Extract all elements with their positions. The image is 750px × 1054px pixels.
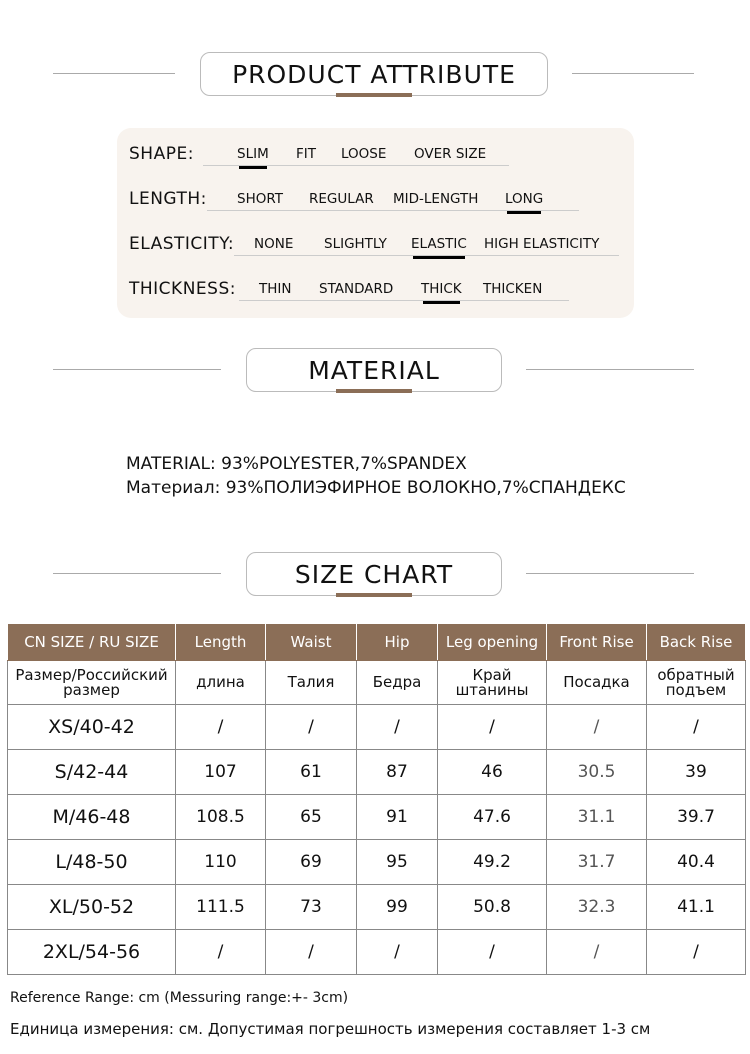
table-cell: / xyxy=(438,930,547,975)
attribute-option: REGULAR xyxy=(309,191,374,207)
section-header-attribute xyxy=(0,52,750,102)
table-cell: 65 xyxy=(266,795,357,840)
attribute-option: OVER SIZE xyxy=(414,146,487,162)
table-cell: / xyxy=(647,705,746,750)
table-cell: 110 xyxy=(176,840,266,885)
table-cell: 46 xyxy=(438,750,547,795)
table-cell: / xyxy=(266,705,357,750)
table-cell: 87 xyxy=(357,750,438,795)
table-cell: / xyxy=(176,705,266,750)
attribute-option: HIGH ELASTICITY xyxy=(484,236,600,252)
table-cell: S/42-44 xyxy=(8,750,176,795)
column-header-ru: Посадка xyxy=(547,661,647,705)
table-cell: 30.5 xyxy=(547,750,647,795)
table-row xyxy=(8,795,746,840)
footer-ru: Единица измерения: см. Допустимая погрешность измерения составляет 1-3 см xyxy=(10,1020,651,1038)
column-header: Hip xyxy=(357,624,438,661)
column-header: Leg opening xyxy=(438,624,547,661)
attribute-row xyxy=(129,228,629,258)
attribute-option: MID-LENGTH xyxy=(393,191,479,207)
table-cell: 39.7 xyxy=(647,795,746,840)
column-header: CN SIZE / RU SIZE xyxy=(8,624,176,661)
attribute-option: NONE xyxy=(254,236,294,252)
table-cell: / xyxy=(176,930,266,975)
attribute-option-selected: THICK xyxy=(421,281,462,297)
attribute-option: THICKEN xyxy=(483,281,543,297)
attribute-label: THICKNESS: xyxy=(129,279,236,299)
attribute-label: ELASTICITY: xyxy=(129,234,235,254)
table-cell: / xyxy=(357,930,438,975)
table-cell: 61 xyxy=(266,750,357,795)
table-cell: 69 xyxy=(266,840,357,885)
attribute-option: STANDARD xyxy=(319,281,394,297)
table-cell: 41.1 xyxy=(647,885,746,930)
table-cell: 99 xyxy=(357,885,438,930)
column-header-ru: Край штанины xyxy=(438,661,547,705)
footer-en: Reference Range: cm (Messuring range:+- 3cm) xyxy=(10,990,349,1006)
column-header: Waist xyxy=(266,624,357,661)
table-cell: / xyxy=(647,930,746,975)
attribute-option: SLIGHTLY xyxy=(324,236,387,252)
table-row xyxy=(8,930,746,975)
column-header-ru: Размер/Российский размер xyxy=(8,661,176,705)
attribute-option-selected: SLIM xyxy=(237,146,269,162)
attribute-row xyxy=(129,273,629,303)
attribute-option-selected: LONG xyxy=(505,191,544,207)
table-row xyxy=(8,840,746,885)
table-cell: M/46-48 xyxy=(8,795,176,840)
column-header-ru: Бедра xyxy=(357,661,438,705)
table-cell: 108.5 xyxy=(176,795,266,840)
attribute-option: FIT xyxy=(296,146,316,162)
table-cell: / xyxy=(266,930,357,975)
table-cell: / xyxy=(438,705,547,750)
table-cell: 111.5 xyxy=(176,885,266,930)
table-cell: 50.8 xyxy=(438,885,547,930)
attribute-option: LOOSE xyxy=(341,146,387,162)
table-row xyxy=(8,885,746,930)
table-cell: / xyxy=(357,705,438,750)
table-row xyxy=(8,750,746,795)
material-en: MATERIAL: 93%POLYESTER,7%SPANDEX xyxy=(126,454,467,474)
table-cell: 49.2 xyxy=(438,840,547,885)
section-header-size-chart xyxy=(0,552,750,602)
column-header-ru: длина xyxy=(176,661,266,705)
column-header: Back Rise xyxy=(647,624,746,661)
table-cell: 31.1 xyxy=(547,795,647,840)
table-cell: 95 xyxy=(357,840,438,885)
table-cell: XL/50-52 xyxy=(8,885,176,930)
material-ru: Материал: 93%ПОЛИЭФИРНОЕ ВОЛОКНО,7%СПАНДЕКС xyxy=(126,478,626,498)
table-cell: 73 xyxy=(266,885,357,930)
section-title: MATERIAL xyxy=(308,355,440,385)
column-header-ru: обратный подъем xyxy=(647,661,746,705)
attribute-panel xyxy=(117,128,634,318)
table-cell: L/48-50 xyxy=(8,840,176,885)
column-header: Length xyxy=(176,624,266,661)
table-cell: 107 xyxy=(176,750,266,795)
section-title: PRODUCT ATTRIBUTE xyxy=(232,59,516,89)
table-cell: / xyxy=(547,705,647,750)
table-cell: 47.6 xyxy=(438,795,547,840)
attribute-label: SHAPE: xyxy=(129,144,194,164)
table-cell: / xyxy=(547,930,647,975)
table-cell: 31.7 xyxy=(547,840,647,885)
table-cell: 2XL/54-56 xyxy=(8,930,176,975)
table-cell: XS/40-42 xyxy=(8,705,176,750)
table-row xyxy=(8,705,746,750)
attribute-label: LENGTH: xyxy=(129,189,207,209)
size-chart-table xyxy=(7,623,746,975)
attribute-row xyxy=(129,183,629,213)
section-header-material xyxy=(0,348,750,398)
attribute-option: SHORT xyxy=(237,191,283,207)
column-header: Front Rise xyxy=(547,624,647,661)
attribute-option: THIN xyxy=(259,281,292,297)
table-cell: 40.4 xyxy=(647,840,746,885)
table-cell: 39 xyxy=(647,750,746,795)
table-cell: 32.3 xyxy=(547,885,647,930)
attribute-option-selected: ELASTIC xyxy=(411,236,467,252)
table-cell: 91 xyxy=(357,795,438,840)
column-header-ru: Талия xyxy=(266,661,357,705)
attribute-row xyxy=(129,138,629,168)
section-title: SIZE CHART xyxy=(294,559,454,589)
